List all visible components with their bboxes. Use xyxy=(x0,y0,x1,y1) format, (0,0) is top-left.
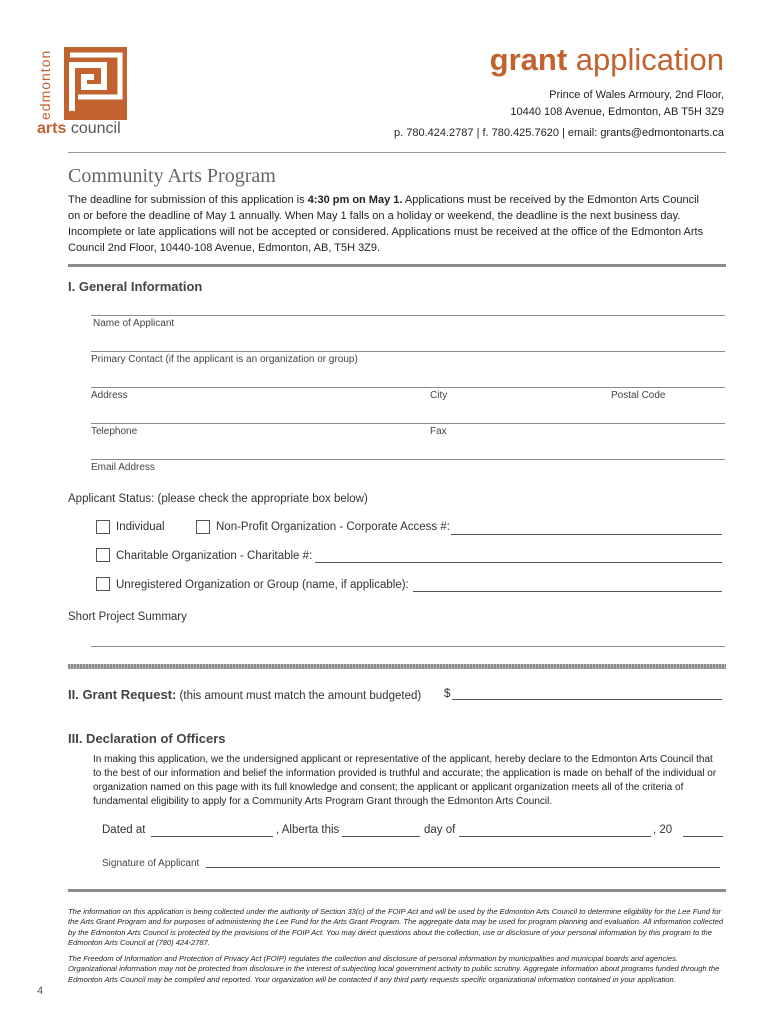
grant-request-heading xyxy=(68,687,421,702)
logo-vertical-text: edmonton xyxy=(37,49,53,120)
dated-at-label: Dated at xyxy=(102,824,146,836)
address-label: Address xyxy=(91,390,128,401)
name-field[interactable] xyxy=(91,315,725,316)
declaration-paragraph: In making this application, we the undersigned applicant or representative of the applicant, hereby declare to the Edmonton Arts Council that to the best of our information and belief the information provided is truthful and accurate; the application is made on behalf of the individual or organization named on this page with its full knowledge and consent; the applicant or applicant organization meets all of the criteria of fundamental eligibility to apply for a Community Arts Program Grant through the Edmonton Arts Council. xyxy=(93,754,717,807)
dated-at-input[interactable] xyxy=(151,836,273,837)
nonprofit-checkbox[interactable] xyxy=(196,520,210,534)
deadline-pre: The deadline for submission of this application is xyxy=(68,194,308,206)
address-field[interactable] xyxy=(91,387,725,388)
footer-divider xyxy=(68,889,726,892)
short-summary-label: Short Project Summary xyxy=(68,611,187,623)
unregistered-name-input[interactable] xyxy=(413,591,722,592)
page-number: 4 xyxy=(37,985,44,997)
applicant-status-prompt: Applicant Status: (please check the appropriate box below) xyxy=(68,493,368,505)
postal-code-label: Postal Code xyxy=(611,390,666,401)
telephone-label: Telephone xyxy=(91,426,138,437)
charitable-number-input[interactable] xyxy=(315,562,722,563)
alberta-this-label: , Alberta this xyxy=(276,824,340,836)
year-input[interactable] xyxy=(683,836,723,837)
currency-symbol: $ xyxy=(444,688,451,700)
charitable-checkbox[interactable] xyxy=(96,548,110,562)
primary-contact-label: Primary Contact (if the applicant is an organization or group) xyxy=(91,354,358,365)
signature-input[interactable] xyxy=(206,867,720,868)
address-line-1: Prince of Wales Armoury, 2nd Floor, xyxy=(549,89,724,101)
general-info-title: I. General Information xyxy=(68,279,203,294)
year-prefix-label: , 20 xyxy=(653,824,673,836)
logo-mark xyxy=(64,47,127,120)
deadline-bold: 4:30 pm on May 1. xyxy=(307,194,403,206)
logo-glyph-icon xyxy=(64,47,127,120)
signature-label: Signature of Applicant xyxy=(102,858,200,869)
logo-word-arts: arts xyxy=(37,120,67,137)
day-of-label: day of xyxy=(424,824,456,836)
email-field[interactable] xyxy=(91,459,725,460)
unregistered-label: Unregistered Organization or Group (name, if applicable): xyxy=(116,579,409,591)
individual-checkbox[interactable] xyxy=(96,520,110,534)
unregistered-checkbox[interactable] xyxy=(96,577,110,591)
grant-amount-input[interactable] xyxy=(452,699,722,700)
name-label: Name of Applicant xyxy=(93,318,175,329)
primary-contact-field[interactable] xyxy=(91,351,725,352)
section-divider xyxy=(68,264,726,267)
title-bold: grant xyxy=(489,42,568,77)
charitable-label: Charitable Organization - Charitable #: xyxy=(116,550,313,562)
fax-label: Fax xyxy=(430,426,447,437)
day-input[interactable] xyxy=(342,836,420,837)
grant-request-note: (this amount must match the amount budgeted) xyxy=(176,690,422,702)
corporate-access-input[interactable] xyxy=(451,534,722,535)
contact-line: p. 780.424.2787 | f. 780.425.7620 | email: grants@edmontonarts.ca xyxy=(394,127,724,139)
program-title: Community Arts Program xyxy=(68,165,276,187)
page-title xyxy=(490,42,724,78)
foip-paragraph-1: The information on this application is being collected under the authority of Section 33(c) of the FOIP Act and will be used by the Edmonton Arts Council to determine eligibility for the Lee Fund for the Arts Grant Program and for purposes of administering the Lee Fund for the Arts Grant Program. The aggregate data may be used for program planning and evaluation. All information collected by the Edmonton Arts Council is protected by the provisions of the FOIP Act. You may direct questions about the collection, use or disclosure of your personal information by this program to the Edmonton Arts Council at (780) 424-2787. xyxy=(68,907,724,947)
logo-word-council: council xyxy=(70,120,121,137)
individual-label: Individual xyxy=(116,521,165,533)
month-input[interactable] xyxy=(459,836,651,837)
header-divider xyxy=(68,152,726,153)
email-label: Email Address xyxy=(91,462,155,473)
title-rest: application xyxy=(575,42,724,77)
deadline-post: Applications must be received by the Edmonton Arts Council on or before the deadline of May 1 annually. When May 1 falls on a holiday or weekend, the deadline is the next business day. Incomplete or late applications will not be accepted or considered. Applications must be received at the office of the Edmonton Arts Council 2nd Floor, 10440-108 Avenue, Edmonton, AB, T5H 3Z9. xyxy=(68,194,704,254)
city-label: City xyxy=(430,390,448,401)
nonprofit-label: Non-Profit Organization - Corporate Access #: xyxy=(216,521,450,533)
short-summary-field[interactable] xyxy=(91,646,725,647)
logo-wordmark xyxy=(37,120,121,138)
deadline-paragraph xyxy=(68,192,708,256)
declaration-title: III. Declaration of Officers xyxy=(68,731,226,746)
grant-request-title: II. Grant Request: xyxy=(68,687,177,702)
section-divider-dotted xyxy=(68,664,726,669)
foip-paragraph-2: The Freedom of Information and Protection of Privacy Act (FOIP) regulates the collection and disclosure of personal information by municipalities and municipal boards and agencies. Organizational information may not be protected from disclosure in the interest of subjecting local government activity to public scrutiny. Aggregate information about programs funded through the Edmonton Arts Council may be compiled and reported. Your organization will be contacted if any third party requests specific organizational information contained in your application. xyxy=(68,954,720,984)
telephone-field[interactable] xyxy=(91,423,725,424)
address-line-2: 10440 108 Avenue, Edmonton, AB T5H 3Z9 xyxy=(510,106,724,118)
